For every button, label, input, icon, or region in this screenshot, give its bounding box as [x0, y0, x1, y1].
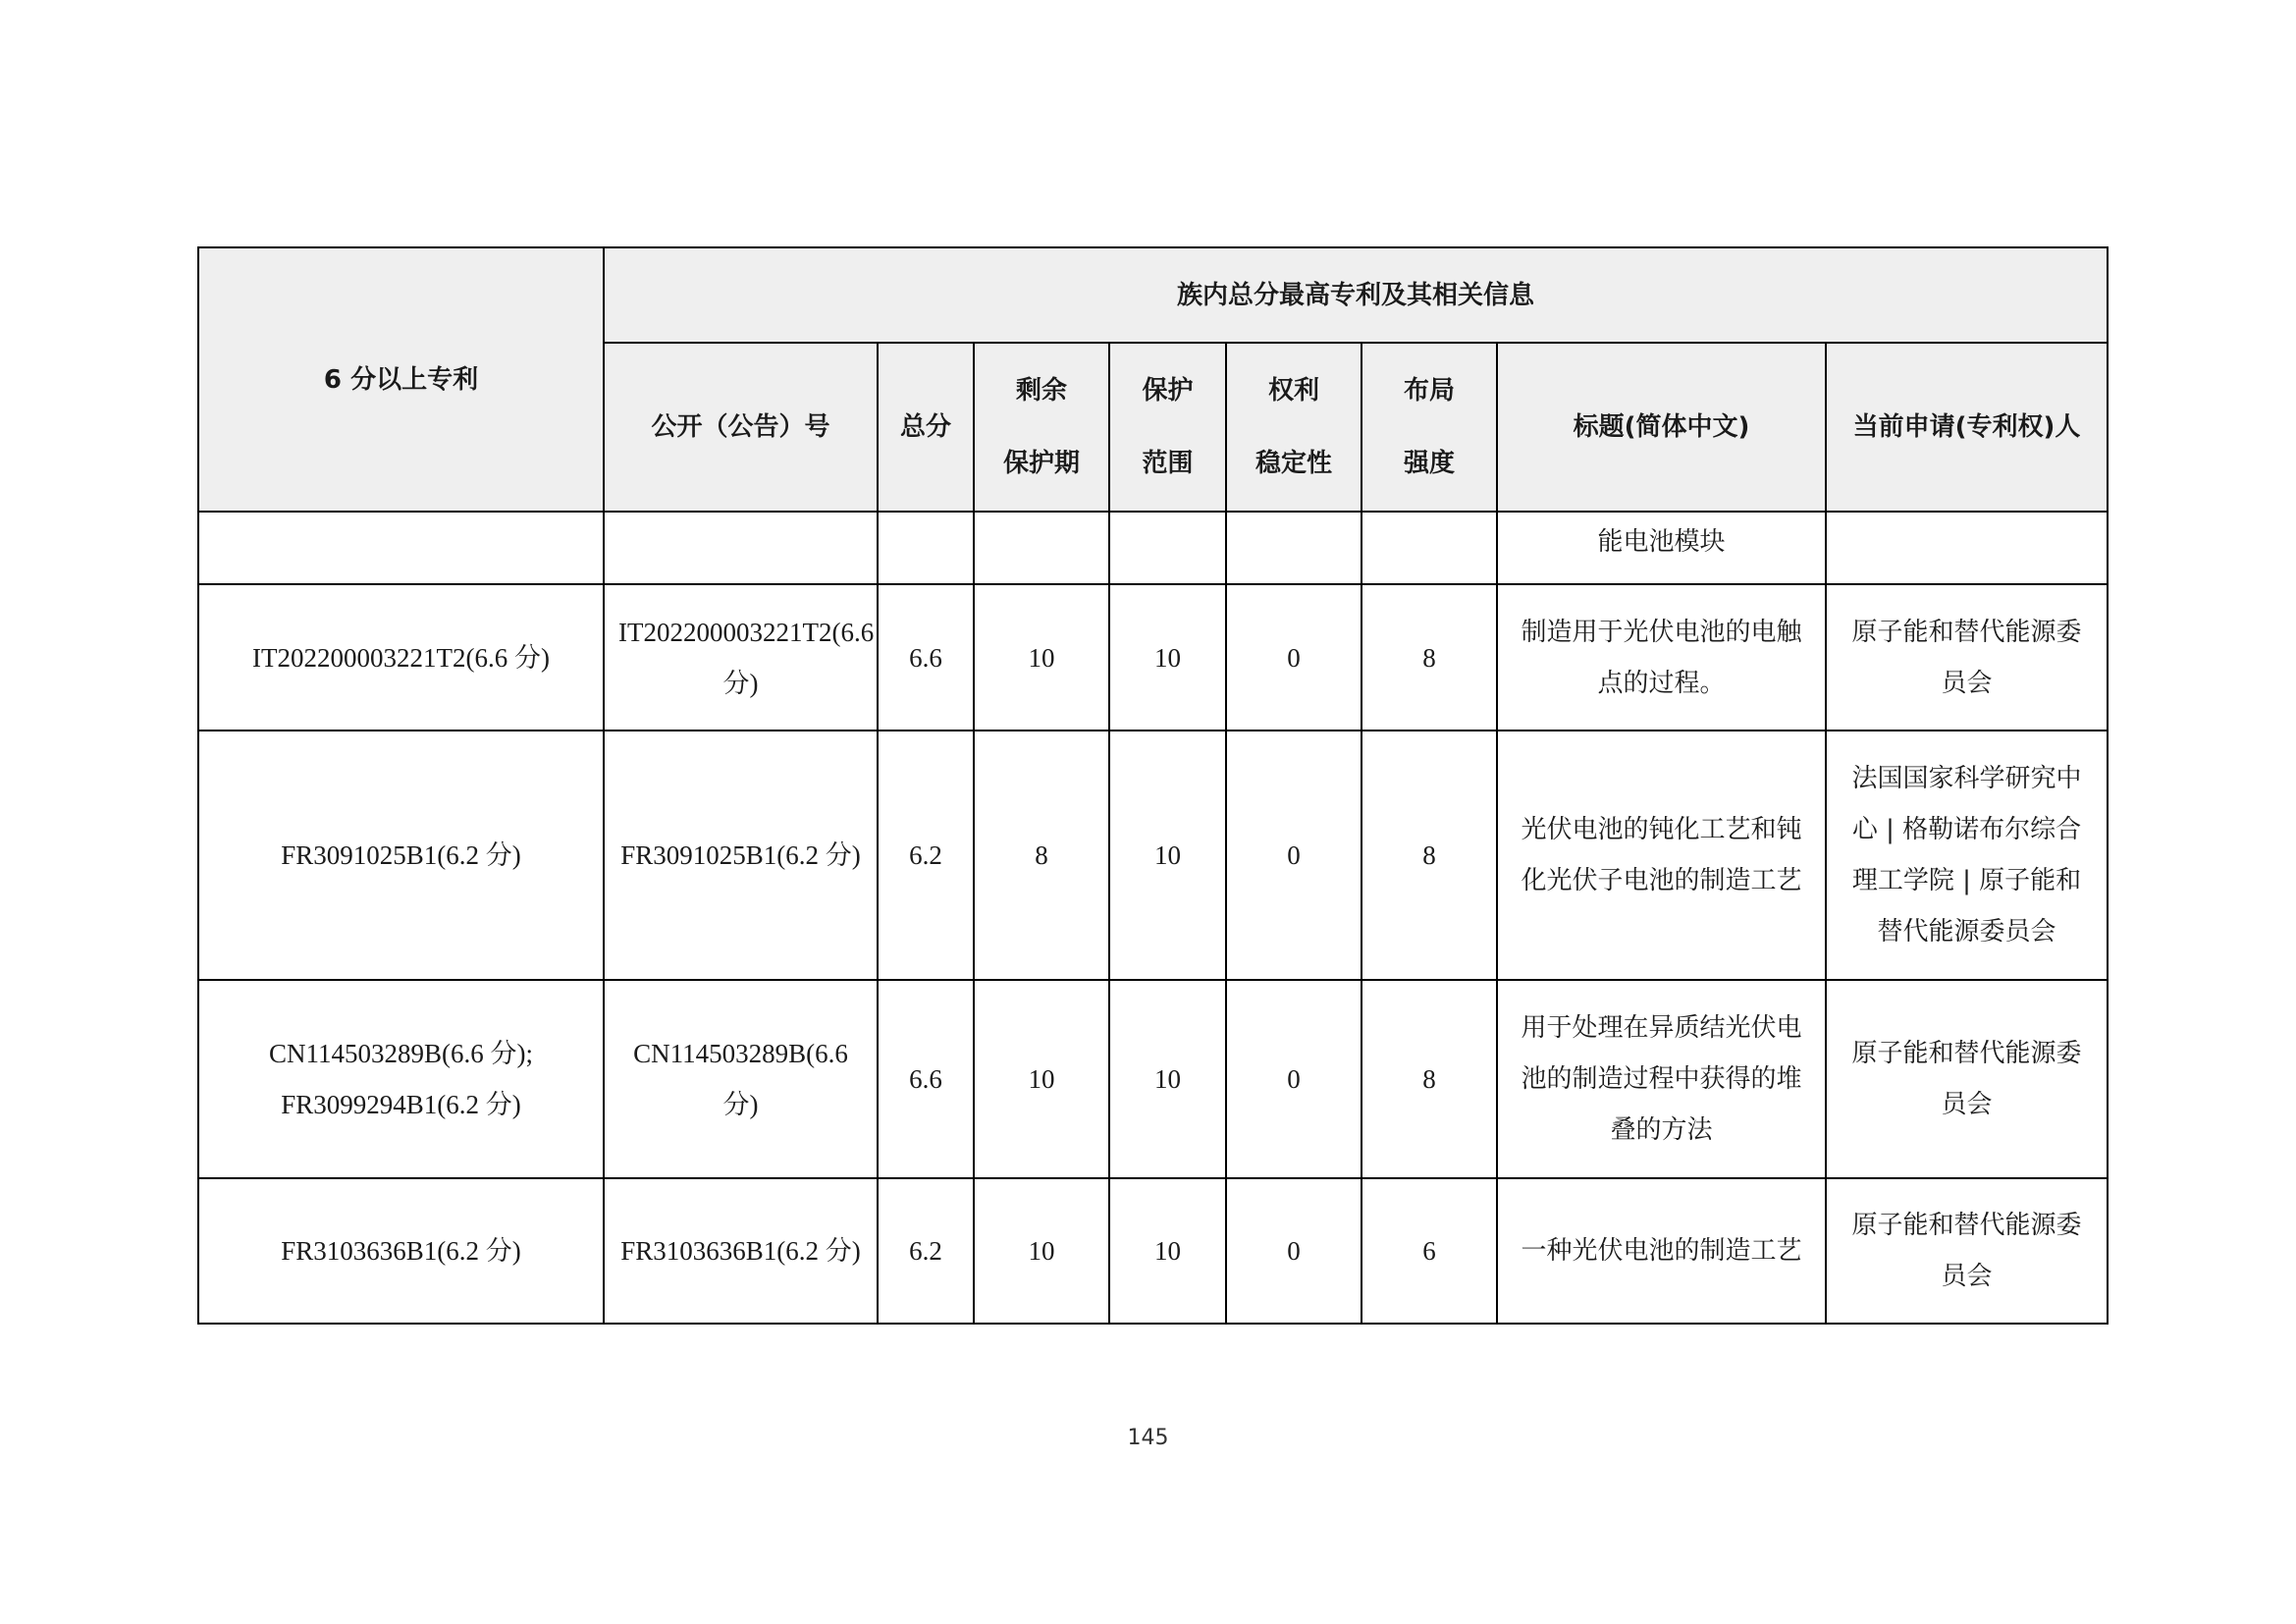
- cell-empty: [1226, 512, 1362, 584]
- cell-title: 制造用于光伏电池的电触点的过程。: [1497, 584, 1826, 731]
- table-row: [198, 980, 2108, 1178]
- cell-total: 6.6: [878, 584, 974, 731]
- cell-empty: [974, 512, 1109, 584]
- cell-pub-no: FR3103636B1(6.2 分): [604, 1178, 878, 1324]
- cell-layout: 8: [1362, 584, 1497, 731]
- cell-title: 用于处理在异质结光伏电池的制造过程中获得的堆叠的方法: [1497, 980, 1826, 1178]
- header-remaining-line2: 保护期: [1002, 449, 1080, 478]
- cell-remaining: 10: [974, 1178, 1109, 1324]
- header-layout: [1362, 343, 1497, 512]
- header-scope-line1: 保护: [1142, 376, 1194, 406]
- cell-patents: [198, 584, 604, 731]
- cell-patents: [198, 1178, 604, 1324]
- header-remaining-line1: 剩余: [1015, 376, 1067, 406]
- cell-stability: 0: [1226, 980, 1362, 1178]
- cell-layout: 8: [1362, 980, 1497, 1178]
- header-applicant: 当前申请(专利权)人: [1826, 343, 2108, 512]
- header-group-title: 族内总分最高专利及其相关信息: [604, 247, 2108, 343]
- table-body: [198, 512, 2108, 1324]
- patent-entry: FR3091025B1(6.2 分): [281, 840, 521, 870]
- patent-table: [197, 246, 2109, 1325]
- cell-patents: [198, 980, 604, 1178]
- patent-table-container: [197, 246, 2107, 1325]
- patent-entry: FR3099294B1(6.2 分): [281, 1090, 521, 1119]
- cell-stability: 0: [1226, 584, 1362, 731]
- cell-scope: 10: [1109, 584, 1226, 731]
- cell-layout: 8: [1362, 731, 1497, 980]
- cell-empty: [1362, 512, 1497, 584]
- cell-title: 一种光伏电池的制造工艺: [1497, 1178, 1826, 1324]
- header-pub-no: 公开（公告）号: [604, 343, 878, 512]
- cell-applicant: 原子能和替代能源委员会: [1826, 584, 2108, 731]
- cell-pub-no: FR3091025B1(6.2 分): [604, 731, 878, 980]
- patent-entry: FR3103636B1(6.2 分): [281, 1236, 521, 1266]
- header-scope: [1109, 343, 1226, 512]
- cell-scope: 10: [1109, 1178, 1226, 1324]
- cell-remaining: 8: [974, 731, 1109, 980]
- cell-empty: [878, 512, 974, 584]
- header-layout-line1: 布局: [1403, 376, 1455, 406]
- cell-applicant: 法国国家科学研究中心 | 格勒诺布尔综合理工学院 | 原子能和替代能源委员会: [1826, 731, 2108, 980]
- cell-total: 6.2: [878, 731, 974, 980]
- patent-entry: IT202200003221T2(6.6 分): [252, 642, 550, 673]
- cell-pub-no: IT202200003221T2(6.6 分): [604, 584, 878, 731]
- header-scope-line2: 范围: [1142, 449, 1194, 478]
- cell-layout: 6: [1362, 1178, 1497, 1324]
- patent-entry: CN114503289B(6.6 分);: [269, 1039, 533, 1068]
- header-layout-line2: 强度: [1403, 449, 1455, 478]
- cell-scope: 10: [1109, 731, 1226, 980]
- header-stability: [1226, 343, 1362, 512]
- cell-empty: [604, 512, 878, 584]
- table-header: [198, 247, 2108, 512]
- cell-scope: 10: [1109, 980, 1226, 1178]
- header-total: 总分: [878, 343, 974, 512]
- table-row: [198, 1178, 2108, 1324]
- cell-title: 光伏电池的钝化工艺和钝化光伏子电池的制造工艺: [1497, 731, 1826, 980]
- cell-empty: [198, 512, 604, 584]
- page-number: 145: [1127, 1426, 1169, 1450]
- cell-title-continuation: 能电池模块: [1497, 512, 1826, 584]
- header-remaining: [974, 343, 1109, 512]
- cell-stability: 0: [1226, 1178, 1362, 1324]
- header-stability-line2: 稳定性: [1255, 449, 1332, 478]
- table-row: [198, 731, 2108, 980]
- header-stability-line1: 权利: [1267, 376, 1319, 406]
- cell-remaining: 10: [974, 980, 1109, 1178]
- cell-applicant: 原子能和替代能源委员会: [1826, 980, 2108, 1178]
- table-row: [198, 584, 2108, 731]
- cell-empty: [1109, 512, 1226, 584]
- header-patents-col: 6 分以上专利: [198, 247, 604, 512]
- continuation-row: [198, 512, 2108, 584]
- cell-pub-no: CN114503289B(6.6 分): [604, 980, 878, 1178]
- cell-empty: [1826, 512, 2108, 584]
- cell-applicant: 原子能和替代能源委员会: [1826, 1178, 2108, 1324]
- header-title: 标题(简体中文): [1497, 343, 1826, 512]
- cell-stability: 0: [1226, 731, 1362, 980]
- cell-total: 6.6: [878, 980, 974, 1178]
- cell-total: 6.2: [878, 1178, 974, 1324]
- cell-patents: [198, 731, 604, 980]
- cell-remaining: 10: [974, 584, 1109, 731]
